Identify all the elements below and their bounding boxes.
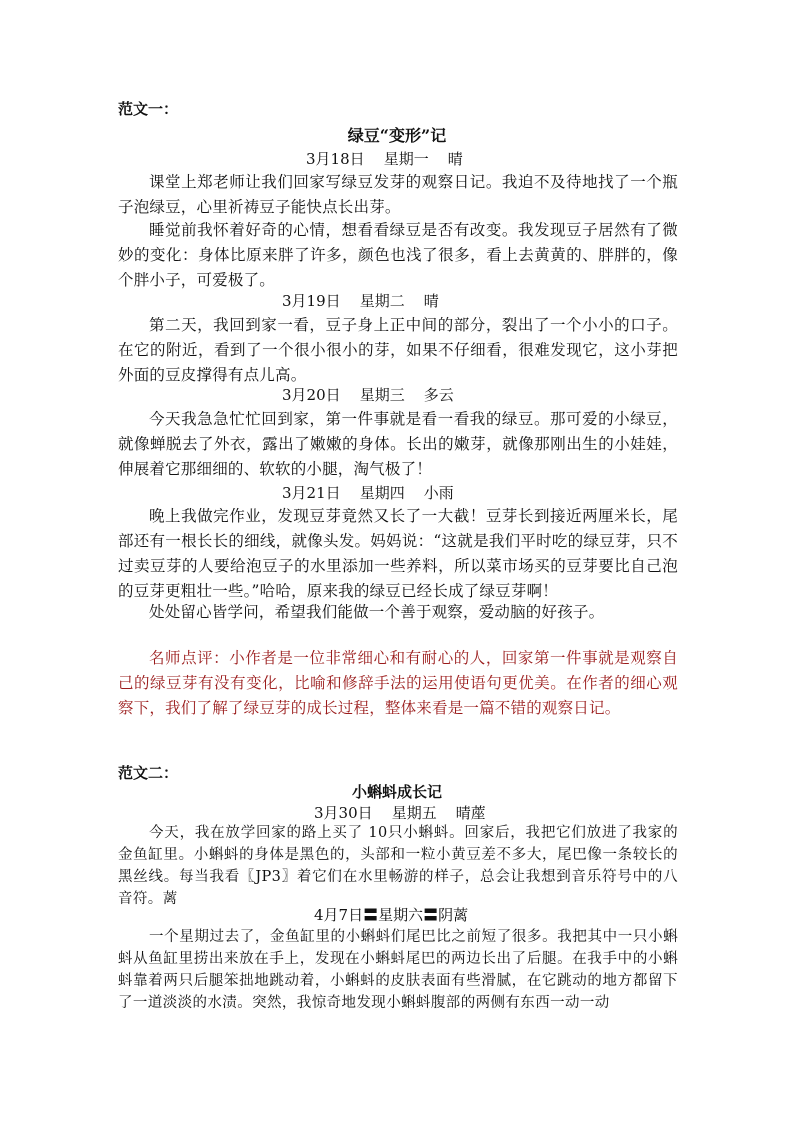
article2-label: 范文二： <box>118 764 179 782</box>
paragraph: 课堂上郑老师让我们回家写绿豆发芽的观察日记。我迫不及待地找了一个瓶子泡绿豆，心里祈祷豆子能快点长出芽。 <box>118 173 678 216</box>
entry-date: 3月21日 星期四 小雨 <box>282 484 454 502</box>
article1-label: 范文一： <box>118 100 179 118</box>
entry-date: 3月18日 星期一 晴 <box>306 150 463 168</box>
article2-title: 小蝌蚪成长记 <box>351 783 442 801</box>
entry-date: 3月30日 星期五 晴蓙 <box>314 804 486 822</box>
paragraph: 今天，我在放学回家的路上买了 10只小蝌蚪。回家后，我把它们放进了我家的金鱼缸里。小蝌蚪的身体是黑色的，头部和一粒小黄豆差不多大，尾巴像一条较长的黑丝线。每当我看〖JP3〗着它们在水里畅游的样子，总会让我想到音乐符号中的八音符。蓠 <box>118 825 678 907</box>
entry-date: 3月19日 星期二 晴 <box>282 292 439 310</box>
teacher-comment: 名师点评：小作者是一位非常细心和有耐心的人，回家第一件事就是观察自己的绿豆芽有没有变化，比喻和修辞手法的运用使语句更优美。在作者的细心观察下，我们了解了绿豆芽的成长过程，整体来看是一篇不错的观察日记。 <box>118 649 678 717</box>
paragraph: 今天我急急忙忙回到家，第一件事就是看一看我的绿豆。那可爱的小绿豆，就像蝉脱去了外衣，露出了嫩嫩的身体。长出的嫩芽，就像那刚出生的小娃娃，伸展着它那细细的、软软的小腿，淘气极了！ <box>118 410 678 478</box>
paragraph: 晚上我做完作业，发现豆芽竟然又长了一大截！豆芽长到接近两厘米长，尾部还有一根长长的细线，就像头发。妈妈说：“这就是我们平时吃的绿豆芽，只不过卖豆芽的人要给泡豆子的水里添加一些养料，所以菜市场买的豆芽要比自己泡的豆芽更粗壮一些。”哈哈，原来我的绿豆已经长成了绿豆芽啊！ <box>118 507 678 600</box>
article1-title: 绿豆“变形”记 <box>347 126 447 145</box>
entry-date: 3月20日 星期三 多云 <box>282 386 454 404</box>
paragraph: 睡觉前我怀着好奇的心情，想看看绿豆是否有改变。我发现豆子居然有了微妙的变化：身体比原来胖了许多，颜色也浅了很多，看上去黄黄的、胖胖的，像个胖小子，可爱极了。 <box>118 221 678 289</box>
paragraph: 处处留心皆学问，希望我们能做一个善于观察，爱动脑的好孩子。 <box>149 603 605 621</box>
entry-date: 4月7日〓星期六〓阴蓠 <box>314 906 469 924</box>
paragraph: 第二天，我回到家一看，豆子身上正中间的部分，裂出了一个小小的口子。在它的附近，看到了一个很小很小的芽，如果不仔细看，很难发现它，这小芽把外面的豆皮撑得有点儿高。 <box>118 316 678 384</box>
paragraph: 一个星期过去了，金鱼缸里的小蝌蚪们尾巴比之前短了很多。我把其中一只小蝌蚪从鱼缸里捞出来放在手上，发现在小蝌蚪尾巴的两边长出了后腿。在我手中的小蝌蚪靠着两只后腿笨拙地跳动着，小蝌蚪的皮肤表面有些滑腻，在它跳动的地方都留下了一道淡淡的水渍。突然，我惊奇地发现小蝌蚪腹部的两侧有东西一动一动 <box>118 929 678 1011</box>
